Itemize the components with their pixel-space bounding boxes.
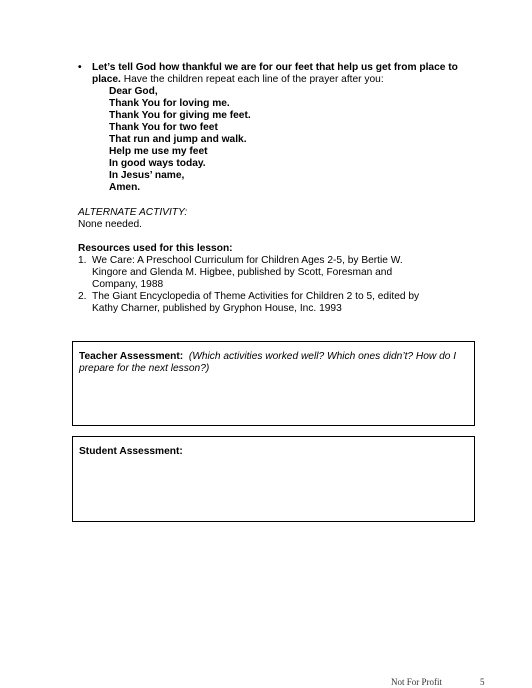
resources-heading: Resources used for this lesson: <box>78 243 233 254</box>
instruction-bold: Let’s tell God how thankful we are for our feet that help us get from place to place. <box>92 62 458 85</box>
prayer-line: Thank You for giving me feet. <box>109 110 251 121</box>
resource-line: We Care: A Preschool Curriculum for Children Ages 2-5, by Bertie W. <box>92 255 403 266</box>
student-assessment-label <box>79 446 469 458</box>
student-assessment-box[interactable] <box>72 436 475 522</box>
prayer-line: Help me use my feet <box>109 146 208 157</box>
instruction-text <box>92 62 482 86</box>
page-number: 5 <box>480 677 485 687</box>
teacher-assessment-prompt: (Which activities worked well? Which ones didn’t? How do I prepare for the next lesson?) <box>79 351 457 374</box>
prayer-line: That run and jump and walk. <box>109 134 247 145</box>
resource-item <box>78 255 458 291</box>
student-assessment-title: Student Assessment: <box>79 446 183 457</box>
alternate-activity-heading: ALTERNATE ACTIVITY: <box>78 207 188 218</box>
instruction-plain: Have the children repeat each line of the prayer after you: <box>120 74 384 85</box>
alternate-activity-body: None needed. <box>78 219 143 230</box>
bullet-icon: • <box>78 62 82 73</box>
resource-line: Kathy Charner, published by Gryphon House, Inc. 1993 <box>92 303 342 314</box>
teacher-assessment-box[interactable] <box>72 341 475 426</box>
prayer-line: Thank You for two feet <box>109 122 218 133</box>
resource-number: 1. <box>78 255 87 266</box>
resource-line: Kingore and Glenda M. Higbee, published by Scott, Foresman and <box>92 267 393 278</box>
resource-item <box>78 291 458 315</box>
teacher-assessment-label <box>79 351 469 375</box>
resources-list <box>78 255 458 315</box>
resource-line: The Giant Encyclopedia of Theme Activities for Children 2 to 5, edited by <box>92 291 420 302</box>
teacher-assessment-title: Teacher Assessment: <box>79 351 184 362</box>
prayer-line: In Jesus’ name, <box>109 170 185 181</box>
prayer-line: Thank You for loving me. <box>109 98 230 109</box>
prayer-line: Amen. <box>109 182 141 193</box>
resource-number: 2. <box>78 291 87 302</box>
prayer-line: In good ways today. <box>109 158 206 169</box>
footer-label: Not For Profit <box>391 677 443 687</box>
resource-line: Company, 1988 <box>92 279 164 290</box>
prayer-lines <box>109 86 409 194</box>
prayer-line: Dear God, <box>109 86 158 97</box>
